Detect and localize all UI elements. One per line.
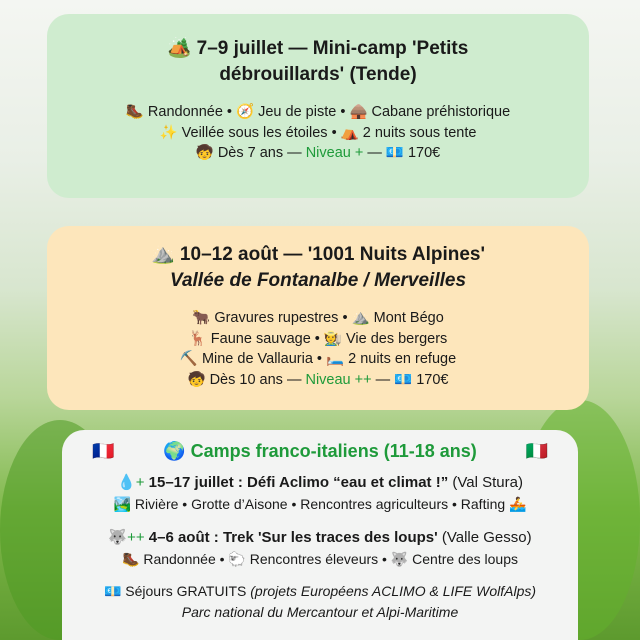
event-place: (Valle Gesso)	[441, 528, 532, 546]
level-badge: +	[135, 474, 145, 491]
card-subtitle: Vallée de Fontanalbe / Merveilles	[169, 270, 467, 291]
wolf-icon: 🐺	[108, 528, 128, 546]
funding-note: (projets Européens ACLIMO & LIFE WolfAlps)	[250, 583, 537, 599]
level-badge: Niveau +	[305, 145, 364, 161]
card-title: 🏕️ 7–9 juillet — Mini-camp 'Petits débrouillards' (Tende)	[167, 38, 469, 85]
level-badge: ++	[127, 528, 145, 546]
level-badge: Niveau ++	[305, 371, 372, 388]
event-details: 🏞️ Rivière • Grotte d’Aisone • Rencontres agriculteurs • Rafting 🚣	[113, 496, 527, 512]
activities-line: 🐂 Gravures rupestres • ⛰️ Mont Bégo	[192, 310, 444, 326]
franco-italian-card	[62, 430, 578, 640]
activities-line: ⛏️ Mine de Vallauria • 🛏️ 2 nuits en refuge	[179, 351, 457, 367]
section-heading	[62, 436, 578, 466]
event-details: 🥾 Randonnée • 🐑 Rencontres éleveurs • 🐺 Centre des loups	[122, 550, 518, 567]
price: — 💶 170€	[375, 371, 449, 388]
activities-line: 🦌 Faune sauvage • 🧑‍🌾 Vie des bergers	[188, 330, 448, 347]
park-line: Parc national du Mercantour et Alpi-Maritime	[181, 603, 459, 620]
free-label: 💶 Séjours GRATUITS	[103, 583, 247, 599]
funding-line	[62, 581, 578, 602]
water-drop-icon: 💧	[117, 474, 136, 491]
nuits-alpines-card	[47, 226, 589, 410]
italy-flag-icon: 🇮🇹	[525, 441, 548, 461]
event-title: 15–17 juillet : Défi Aclimo “eau et climat !”	[148, 474, 449, 491]
age: 🧒 Dès 10 ans —	[187, 371, 302, 388]
activities-line: ✨ Veillée sous les étoiles • ⛺ 2 nuits sous tente	[159, 124, 477, 141]
event-title: 4–6 août : Trek 'Sur les traces des loups'	[148, 528, 438, 546]
info-line	[47, 143, 589, 164]
mini-camp-card	[47, 14, 589, 198]
heading-text: 🌍 Camps franco-italiens (11-18 ans)	[163, 441, 477, 461]
price: — 💶 170€	[367, 145, 441, 161]
card-title: ⛰️ 10–12 août — '1001 Nuits Alpines'	[151, 244, 485, 265]
france-flag-icon: 🇫🇷	[92, 441, 115, 461]
event-place: (Val Stura)	[452, 474, 523, 491]
activities-line: 🥾 Randonnée • 🧭 Jeu de piste • 🛖 Cabane préhistorique	[125, 104, 511, 120]
age: 🧒 Dès 7 ans —	[195, 145, 302, 161]
event-loups	[62, 527, 578, 549]
event-aclimo	[62, 472, 578, 494]
info-line	[47, 370, 589, 391]
